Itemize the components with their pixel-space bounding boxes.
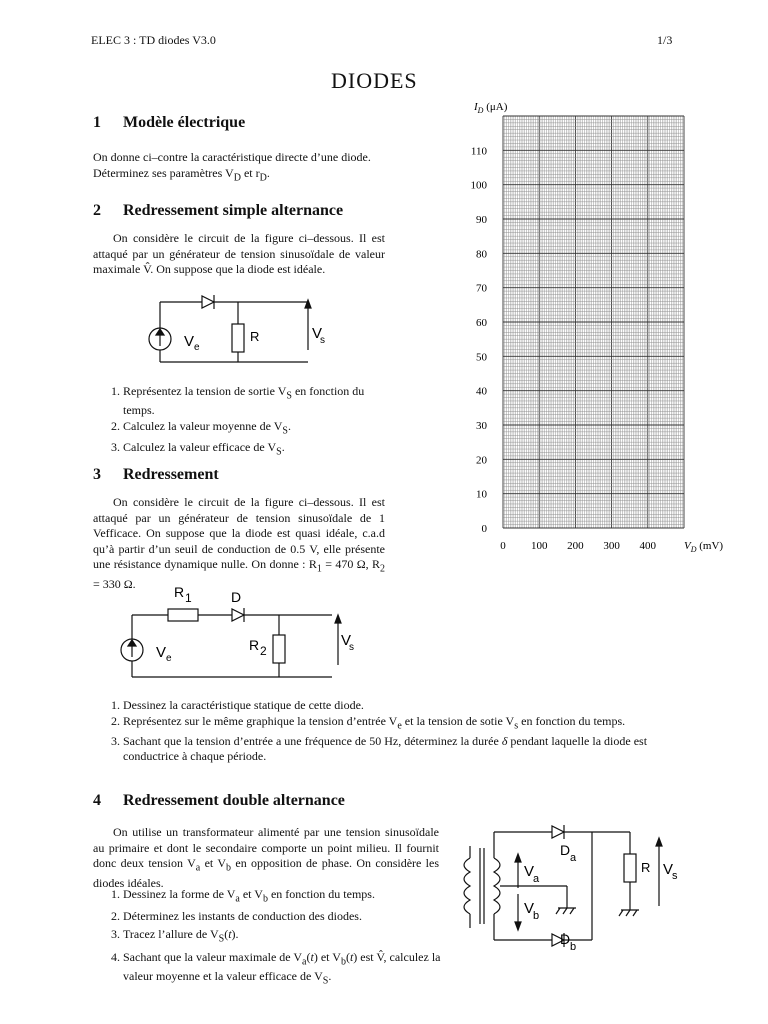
db-label: D — [560, 931, 571, 947]
list-item: 4. Sachant que la valeur maximale de $V_a(t)$ et $V_b(t)$ est V̂, calculez la valeur moyenne et la valeur efficace de $V_S$. — [123, 950, 445, 989]
x-tick-labels — [500, 540, 656, 552]
y-tick-label: 20 — [476, 454, 487, 467]
y-tick-label: 60 — [476, 317, 487, 329]
source-label: V — [156, 644, 167, 661]
section-4-list — [93, 887, 445, 990]
svg-text:1: 1 — [185, 591, 192, 605]
y-tick-label: 30 — [476, 420, 487, 432]
chart-grid — [503, 116, 684, 528]
source-label: V — [184, 333, 195, 350]
list-item: 1. Dessinez la caractéristique statique de cette diode. — [123, 698, 683, 713]
list-item: 3. Calculez la valeur efficace de $V_S$. — [123, 440, 393, 459]
section-4-text: On utilise un transformateur alimenté par une tension sinusoïdale au primaire et dont le secondaire comporte un point milieu. Il fournit donc deux tension $V_a$ et $V_b$ en opposition de phase. On considère les diodes idéales. — [93, 825, 440, 890]
page-number: 1/3 — [657, 33, 673, 47]
page-title: DIODES — [331, 68, 418, 93]
svg-text:s: s — [349, 642, 354, 653]
diode-label: D — [231, 589, 242, 605]
r1-label: R — [174, 585, 185, 600]
diode-characteristic-chart — [440, 92, 750, 562]
list-item: 2. Représentez sur le même graphique la tension d’entrée $V_e$ et la tension de sotie $V_s$ en fonction du temps. — [123, 714, 683, 733]
y-axis-label: $I_D$ (μA) — [474, 101, 508, 115]
svg-text:e: e — [166, 653, 172, 664]
y-tick-label: 0 — [481, 523, 487, 535]
x-tick-label: 200 — [567, 540, 584, 552]
va-label: V — [524, 863, 535, 880]
header-left: ELEC 3 : TD diodes V3.0 — [91, 33, 216, 47]
x-tick-label: 100 — [530, 540, 548, 552]
list-item: 3. Sachant que la tension d’entrée a une fréquence de 50 Hz, déterminez la durée δ pendant laquelle la diode est conductrice à chaque période. — [123, 734, 683, 764]
section-3-list — [93, 698, 683, 765]
section-1-heading: 1 Modèle électrique — [93, 114, 246, 131]
list-item: 1. Dessinez la forme de $V_a$ et $V_b$ en fonction du temps. — [123, 887, 445, 906]
section-3-text: On considère le circuit de la figure ci–dessous. Il est attaqué par un générateur de tension sinusoïdale de 1 Vefficace. On suppose que la diode est quasi idéale, c.a.d qu’à partir d’un seuil de conduction de 0.5 V, elle présente une résistance dynamique nulle. On donne : $R_1 = 470$ Ω, $R_2 = 330$ Ω. — [93, 495, 385, 591]
list-item: 1. Représentez la tension de sortie $V_S$ en fonction du temps. — [123, 384, 393, 418]
list-item: 2. Calculez la valeur moyenne de $V_S$. — [123, 419, 393, 438]
r2-label: R — [249, 637, 260, 653]
list-item: 3. Tracez l’allure de $V_S(t)$. — [123, 927, 445, 946]
y-tick-labels — [471, 145, 488, 535]
y-tick-label: 100 — [470, 179, 487, 192]
output-label: V — [341, 632, 352, 649]
x-tick-label: 0 — [500, 540, 506, 552]
svg-text:s: s — [672, 870, 678, 882]
x-axis-label: $V_D$ (mV) — [684, 540, 724, 554]
svg-text:b: b — [570, 941, 577, 953]
circuit-half-wave — [140, 290, 340, 372]
x-tick-label: 400 — [639, 540, 657, 552]
svg-text:e: e — [194, 342, 200, 353]
y-tick-label: 40 — [476, 385, 487, 398]
svg-text:a: a — [570, 852, 577, 864]
svg-text:2: 2 — [260, 644, 267, 658]
section-2-heading: 2 Redressement simple alternance — [93, 202, 344, 219]
vb-label: V — [524, 900, 535, 917]
y-tick-label: 110 — [470, 145, 487, 158]
resistor-label: R — [250, 329, 260, 344]
y-tick-label: 80 — [476, 248, 487, 261]
svg-text:s: s — [320, 335, 325, 346]
svg-text:a: a — [533, 873, 540, 885]
output-label: V — [663, 861, 674, 878]
y-tick-label: 70 — [476, 282, 487, 295]
da-label: D — [560, 842, 571, 858]
output-label: V — [312, 325, 323, 342]
y-tick-label: 50 — [476, 351, 487, 364]
svg-text:b: b — [533, 910, 540, 922]
section-3-heading: 3 Redressement — [93, 466, 219, 483]
y-tick-label: 10 — [476, 488, 487, 501]
circuit-full-wave — [452, 818, 692, 968]
circuit-rectifier — [110, 585, 370, 695]
r-label: R — [641, 860, 651, 875]
section-4-heading: 4 Redressement double alternance — [93, 792, 345, 809]
section-1-text: On donne ci–contre la caractéristique directe d’une diode. Déterminez ses paramètres $V_D$ et $r_D$. — [93, 150, 371, 183]
section-2-list — [93, 384, 393, 460]
section-2-text: On considère le circuit de la figure ci–dessous. Il est attaqué par un générateur de tension sinusoïdale de valeur maximale V̂. On suppose que la diode est idéale. — [93, 231, 385, 276]
list-item: 2. Déterminez les instants de conduction des diodes. — [123, 909, 445, 924]
y-tick-label: 90 — [476, 214, 487, 226]
x-tick-label: 300 — [603, 540, 620, 552]
